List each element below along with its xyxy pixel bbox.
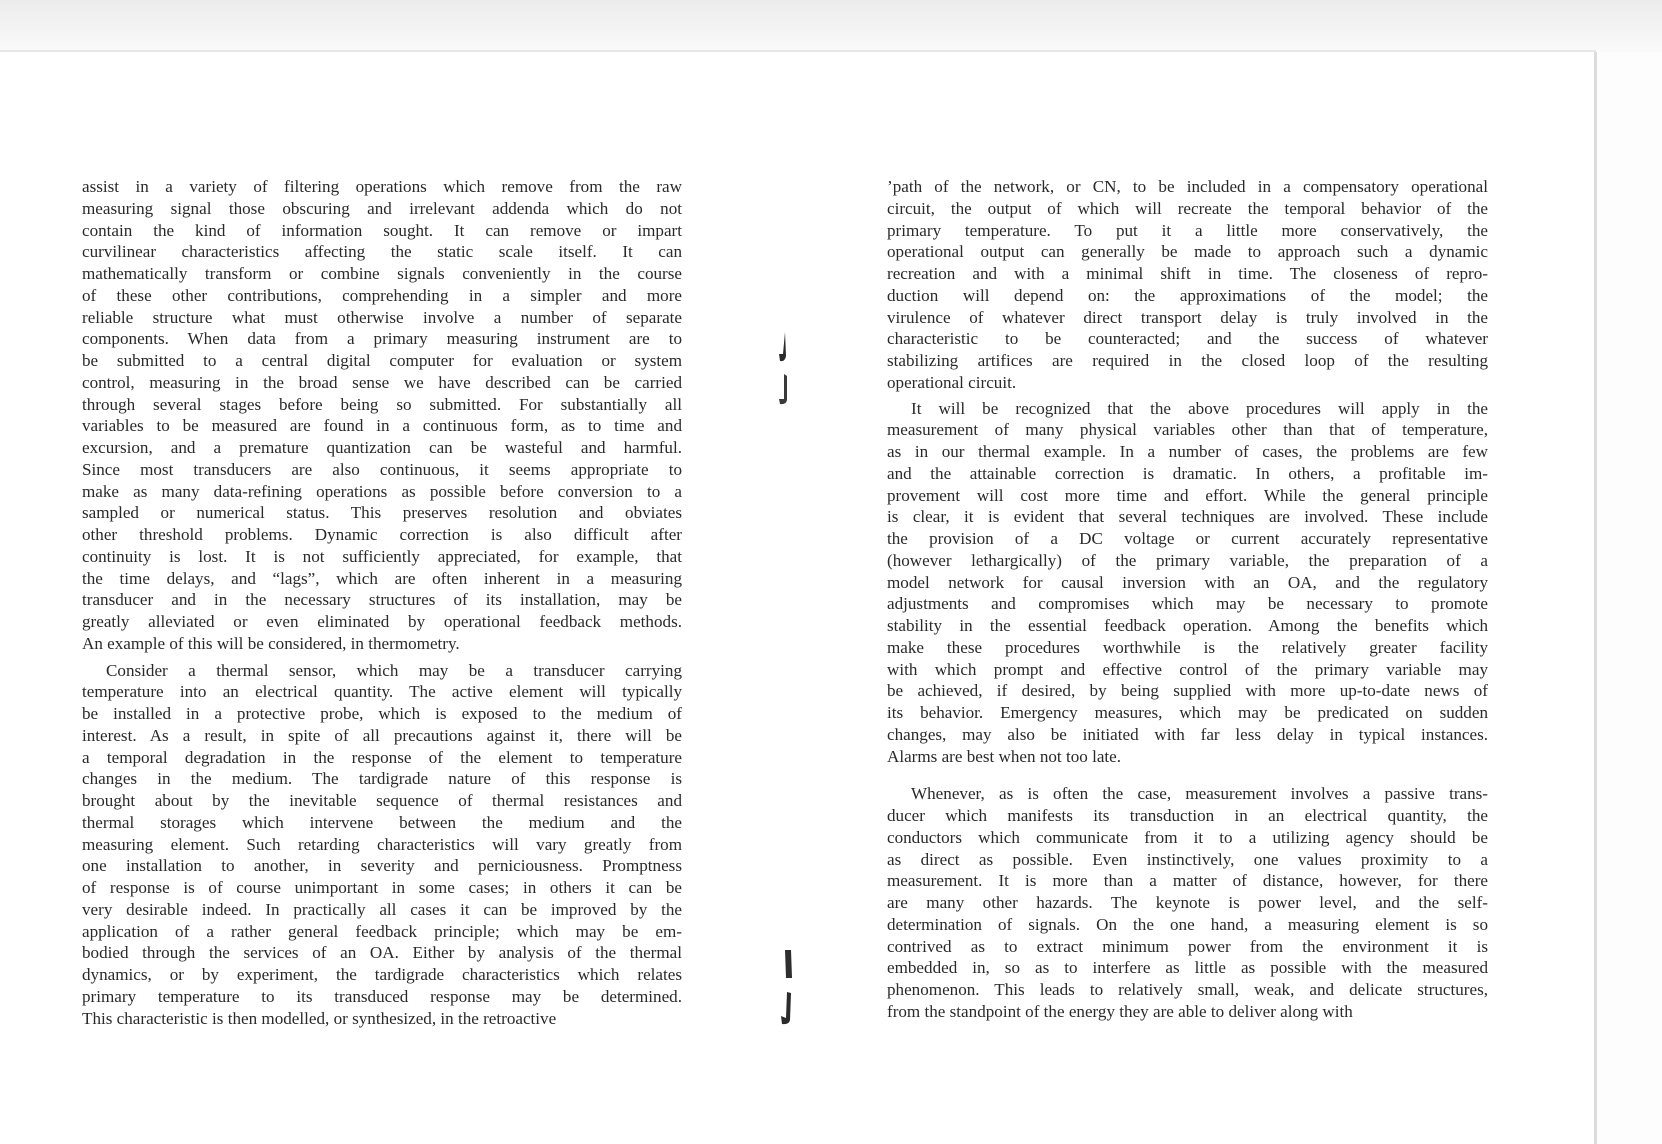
text-line: An example of this will be considered, in thermometry. <box>82 633 460 653</box>
text-line: are many other hazards. The keynote is power level, and the self- <box>887 893 1488 912</box>
text-line: Since most transducers are also continuous, it seems appropriate to <box>82 459 682 479</box>
text-line: other threshold problems. Dynamic correction is also difficult after <box>82 525 682 544</box>
text-line: application of a rather general feedback principle; which may be em- <box>82 921 682 941</box>
paragraph <box>887 783 1488 1022</box>
text-line: one installation to another, in severity and perniciousness. Promptness <box>82 856 682 876</box>
text-line: assist in a variety of filtering operations which remove from the raw <box>82 177 682 196</box>
text-line: ducer which manifests its transduction in an electrical quantity, the <box>887 806 1488 825</box>
scanner-right-margin <box>1597 52 1662 1144</box>
gutter-mark-lower-1 <box>782 948 794 980</box>
text-line: primary temperature to its transduced response may be determined. <box>82 986 682 1006</box>
gutter-mark-upper-1 <box>776 330 790 364</box>
paragraph-gap <box>887 767 1488 783</box>
text-line: adjustments and compromises which may be necessary to promote <box>887 594 1488 614</box>
scanner-top-band <box>0 0 1662 52</box>
text-line: its behavior. Emergency measures, which may be predicated on sudden <box>887 703 1488 722</box>
left-column <box>82 176 682 1029</box>
text-line: contrived as to extract minimum power from the environment it is <box>887 936 1488 956</box>
text-line: components. When data from a primary measuring instrument are to <box>82 329 682 349</box>
text-line: model network for causal inversion with an OA, and the regulatory <box>887 572 1488 592</box>
text-line: Consider a thermal sensor, which may be a transducer carrying <box>106 660 682 680</box>
text-line: from the standpoint of the energy they are able to deliver along with <box>887 1001 1353 1021</box>
text-line: transducer and in the necessary structures of its installation, may be <box>82 590 682 610</box>
right-column <box>887 176 1488 1023</box>
text-line: phenomenon. This leads to relatively small, weak, and delicate structures, <box>887 980 1488 999</box>
text-line: thermal storages which intervene between the medium and the <box>82 812 682 832</box>
text-line: interest. As a result, in spite of all precautions against it, there will be <box>82 725 682 745</box>
gutter-mark-stroke <box>785 950 792 978</box>
text-line: excursion, and a premature quantization can be wasteful and harmful. <box>82 438 682 457</box>
text-line: be achieved, if desired, by being supplied with more up-to-date news of <box>887 681 1488 701</box>
text-line: of these other contributions, comprehending in a simpler and more <box>82 285 682 305</box>
text-line: changes, may also be initiated with far less delay in typical instances. <box>887 724 1488 744</box>
text-line: greatly alleviated or even eliminated by operational feedback methods. <box>82 612 682 631</box>
text-line: measurement. It is more than a matter of distance, however, for there <box>887 871 1488 891</box>
text-line: determination of signals. On the one hand, a measuring element is so <box>887 914 1488 934</box>
text-line: as in our thermal example. In a number of cases, the problems are few <box>887 442 1488 461</box>
text-line: virulence of whatever direct transport delay is truly involved in the <box>887 307 1488 327</box>
text-line: mathematically transform or combine signals conveniently in the course <box>82 264 682 283</box>
gutter-mark-stroke <box>779 374 787 404</box>
text-line: sampled or numerical status. This preserves resolution and obviates <box>82 503 682 523</box>
paragraph <box>82 176 682 655</box>
text-line: the provision of a DC voltage or current accurately representative <box>887 529 1488 548</box>
text-line: make these procedures worthwhile is the relatively greater facility <box>887 637 1488 657</box>
text-line: through several stages before being so submitted. For substantially all <box>82 394 682 414</box>
page-edge-top <box>0 50 1596 52</box>
text-line: be submitted to a central digital computer for evaluation or system <box>82 351 682 370</box>
text-line: be installed in a protective probe, which is exposed to the medium of <box>82 704 682 723</box>
text-line: Alarms are best when not too late. <box>887 746 1122 766</box>
text-line: contain the kind of information sought. It can remove or impart <box>82 220 682 240</box>
text-line: curvilinear characteristics affecting the static scale itself. It can <box>82 242 682 262</box>
text-line: It will be recognized that the above procedures will apply in the <box>911 398 1488 418</box>
text-line: control, measuring in the broad sense we have described can be carried <box>82 372 682 392</box>
text-line: with which prompt and effective control of the primary variable may <box>887 659 1488 679</box>
text-line: measuring element. Such retarding characteristics will vary greatly from <box>82 834 682 854</box>
text-line: as direct as possible. Even instinctively, one values proximity to a <box>887 849 1488 869</box>
text-line: of response is of course unimportant in some cases; in others it can be <box>82 878 682 897</box>
text-line: stabilizing artifices are required in the closed loop of the resulting <box>887 351 1488 370</box>
text-line: and the attainable correction is dramatic. In others, a profitable im- <box>887 463 1488 483</box>
text-line: circuit, the output of which will recreate the temporal behavior of the <box>887 198 1488 218</box>
text-line: characteristic to be counteracted; and the success of whatever <box>887 329 1488 349</box>
paragraph <box>887 398 1488 768</box>
text-line: Whenever, as is often the case, measurement involves a passive trans- <box>911 784 1488 804</box>
text-line: This characteristic is then modelled, or synthesized, in the retroactive <box>82 1008 557 1028</box>
text-line: provement will cost more time and effort. While the general principle <box>887 485 1488 505</box>
gutter-mark-stroke <box>781 992 791 1024</box>
paragraph <box>887 176 1488 394</box>
text-line: is clear, it is evident that several techniques are involved. These include <box>887 507 1488 527</box>
text-line: the time delays, and “lags”, which are often inherent in a measuring <box>82 568 682 588</box>
paragraph <box>82 660 682 1030</box>
text-line: temperature into an electrical quantity. The active element will typically <box>82 682 682 702</box>
text-line: reliable structure what must otherwise involve a number of separate <box>82 307 682 327</box>
text-line: measurement of many physical variables other than that of temperature, <box>887 420 1488 440</box>
text-line: brought about by the inevitable sequence of thermal resistances and <box>82 791 682 810</box>
gutter-mark-upper-2 <box>776 372 790 406</box>
text-line: operational output can generally be made to approach such a dynamic <box>887 242 1488 262</box>
text-line: measuring signal those obscuring and irrelevant addenda which do not <box>82 198 682 218</box>
text-line: recreation and with a minimal shift in time. The closeness of repro- <box>887 264 1488 283</box>
text-line: a temporal degradation in the response of the element to temperature <box>82 747 682 767</box>
text-line: conductors which communicate from it to a utilizing agency should be <box>887 827 1488 847</box>
gutter-mark-stroke <box>779 332 786 361</box>
text-line: changes in the medium. The tardigrade nature of this response is <box>82 769 682 789</box>
text-line: operational circuit. <box>887 372 1017 392</box>
text-line: ’path of the network, or CN, to be included in a compensatory operational <box>887 177 1488 196</box>
text-line: variables to be measured are found in a continuous form, as to time and <box>82 416 682 436</box>
text-line: primary temperature. To put it a little more conservatively, the <box>887 220 1488 240</box>
text-line: stability in the essential feedback operation. Among the benefits which <box>887 616 1488 635</box>
gutter-mark-lower-2 <box>778 990 794 1026</box>
text-line: duction will depend on: the approximations of the model; the <box>887 285 1488 305</box>
text-line: dynamics, or by experiment, the tardigrade characteristics which relates <box>82 965 682 984</box>
text-line: continuity is lost. It is not sufficiently appreciated, for example, that <box>82 546 682 566</box>
text-line: make as many data-refining operations as possible before conversion to a <box>82 481 682 501</box>
text-line: bodied through the services of an OA. Either by analysis of the thermal <box>82 943 682 963</box>
text-line: very desirable indeed. In practically all cases it can be improved by the <box>82 899 682 919</box>
text-line: embedded in, so as to interfere as little as possible with the measured <box>887 958 1488 978</box>
text-line: (however lethargically) of the primary variable, the preparation of a <box>887 550 1488 570</box>
